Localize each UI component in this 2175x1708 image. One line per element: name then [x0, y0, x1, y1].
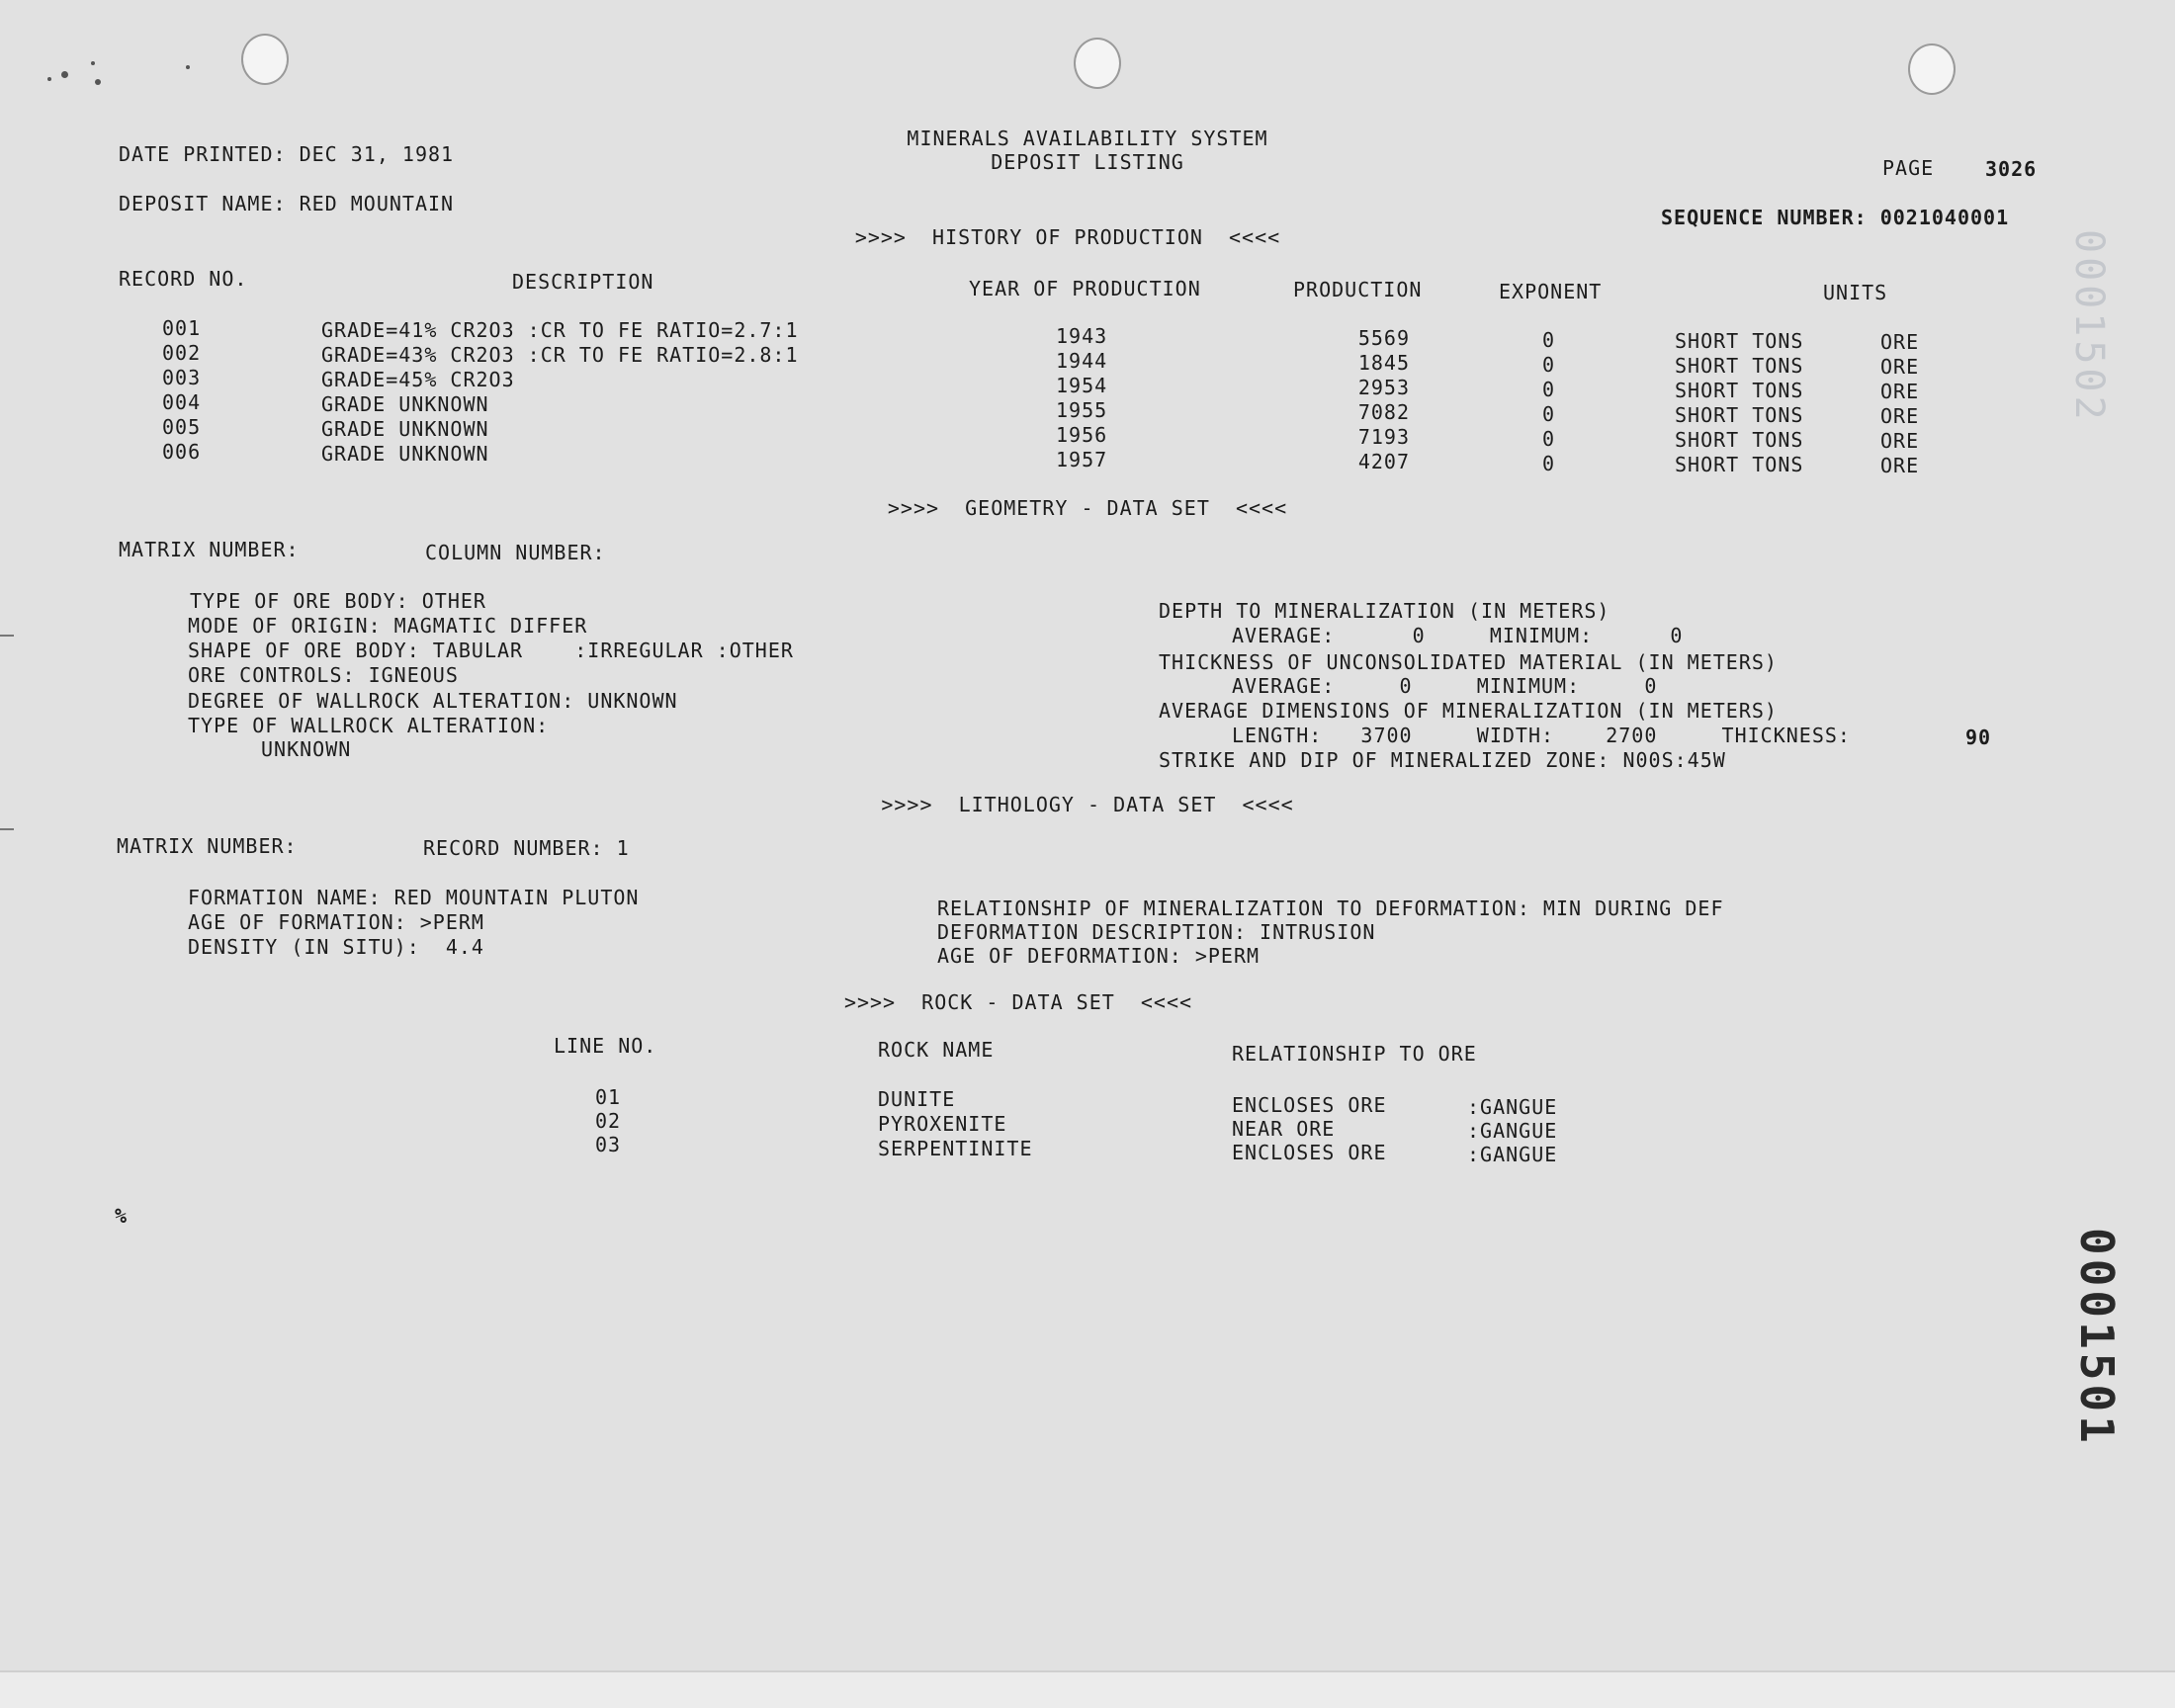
lithology-section-title: >>>> LITHOLOGY - DATA SET <<<<	[881, 793, 1294, 816]
production-unit: SHORT TONS	[1675, 403, 1804, 427]
type-of-ore-body: TYPE OF ORE BODY: OTHER	[190, 589, 486, 613]
history-section-title: >>>> HISTORY OF PRODUCTION <<<<	[854, 225, 1281, 249]
production-unit: SHORT TONS	[1675, 453, 1804, 476]
production-exponent: 0	[1542, 427, 1556, 451]
strike-and-dip: STRIKE AND DIP OF MINERALIZED ZONE: N00S:45W	[1159, 748, 1726, 772]
production-year: 1954	[1056, 374, 1108, 397]
shape-of-ore-body: SHAPE OF ORE BODY: TABULAR :IRREGULAR :OTHER	[188, 639, 794, 662]
col-units: UNITS	[1823, 281, 1888, 304]
frame-number-stamp: 0001501	[2070, 1228, 2124, 1447]
page-number: 3026	[1985, 157, 2038, 181]
ink-speck	[47, 77, 51, 81]
rock-relationship: NEAR ORE	[1232, 1117, 1336, 1141]
rock-name: SERPENTINITE	[878, 1137, 1033, 1160]
dimensions-values: LENGTH: 3700 WIDTH: 2700 THICKNESS:	[1232, 724, 1851, 747]
depth-values: AVERAGE: 0 MINIMUM: 0	[1232, 624, 1684, 647]
formation-name: FORMATION NAME: RED MOUNTAIN PLUTON	[188, 886, 640, 909]
production-year: 1957	[1056, 448, 1108, 471]
rock-name: DUNITE	[878, 1087, 956, 1111]
average-dimensions: AVERAGE DIMENSIONS OF MINERALIZATION (IN METERS)	[1159, 699, 1778, 723]
production-unit: SHORT TONS	[1675, 428, 1804, 452]
deformation-description: DEFORMATION DESCRIPTION: INTRUSION	[937, 920, 1376, 944]
production-year: 1955	[1056, 398, 1108, 422]
record-description: GRADE=45% CR2O3	[321, 368, 515, 391]
listing-title: DEPOSIT LISTING	[991, 150, 1184, 174]
rock-section-title: >>>> ROCK - DATA SET <<<<	[843, 990, 1193, 1014]
col-exponent: EXPONENT	[1499, 280, 1603, 303]
production-unit: SHORT TONS	[1675, 379, 1804, 402]
wallrock-alteration-value: UNKNOWN	[261, 737, 352, 761]
production-commodity: ORE	[1880, 404, 1920, 428]
sequence-number: SEQUENCE NUMBER: 0021040001	[1661, 206, 2010, 229]
density-in-situ: DENSITY (IN SITU): 4.4	[188, 935, 484, 959]
production-amount: 5569	[1357, 326, 1410, 350]
production-exponent: 0	[1542, 353, 1556, 377]
production-commodity: ORE	[1880, 454, 1920, 477]
age-of-deformation: AGE OF DEFORMATION: >PERM	[937, 944, 1261, 968]
faint-frame-stamp: 0001502	[2066, 229, 2112, 424]
rock-line-no: 03	[595, 1133, 622, 1156]
production-year: 1956	[1056, 423, 1108, 447]
record-description: GRADE UNKNOWN	[321, 417, 489, 441]
col-line-no: LINE NO.	[554, 1034, 657, 1058]
ore-controls: ORE CONTROLS: IGNEOUS	[188, 663, 459, 687]
production-exponent: 0	[1542, 452, 1556, 475]
deposit-name: DEPOSIT NAME: RED MOUNTAIN	[119, 192, 455, 215]
system-title: MINERALS AVAILABILITY SYSTEM	[907, 127, 1268, 150]
lithology-record-number: RECORD NUMBER: 1	[423, 836, 630, 860]
percent-mark: %	[115, 1204, 129, 1228]
thickness-unconsolidated: THICKNESS OF UNCONSOLIDATED MATERIAL (IN METERS)	[1159, 650, 1778, 674]
ink-speck	[61, 71, 68, 78]
production-exponent: 0	[1542, 328, 1556, 352]
edge-mark	[0, 828, 14, 830]
production-exponent: 0	[1542, 402, 1556, 426]
production-commodity: ORE	[1880, 330, 1920, 354]
mode-of-origin: MODE OF ORIGIN: MAGMATIC DIFFER	[188, 614, 588, 638]
punch-hole-center	[1074, 38, 1121, 89]
rock-role: :GANGUE	[1467, 1095, 1558, 1119]
col-description: DESCRIPTION	[512, 270, 654, 294]
punch-hole-right	[1908, 43, 1956, 95]
record-no: 005	[162, 415, 202, 439]
ink-speck	[95, 79, 101, 85]
production-commodity: ORE	[1880, 355, 1920, 379]
rock-role: :GANGUE	[1467, 1143, 1558, 1166]
production-amount: 7082	[1357, 400, 1410, 424]
rock-relationship: ENCLOSES ORE	[1232, 1093, 1387, 1117]
date-printed: DATE PRINTED: DEC 31, 1981	[119, 142, 455, 166]
rock-name: PYROXENITE	[878, 1112, 1007, 1136]
production-year: 1943	[1056, 324, 1108, 348]
thickness-values: AVERAGE: 0 MINIMUM: 0	[1232, 674, 1658, 698]
production-amount: 2953	[1357, 376, 1410, 399]
age-of-formation: AGE OF FORMATION: >PERM	[188, 910, 484, 934]
col-record-no: RECORD NO.	[119, 267, 248, 291]
col-production: PRODUCTION	[1293, 278, 1423, 301]
rock-line-no: 01	[595, 1085, 622, 1109]
record-no: 001	[162, 316, 202, 340]
record-description: GRADE UNKNOWN	[321, 442, 489, 466]
geometry-section-title: >>>> GEOMETRY - DATA SET <<<<	[887, 496, 1288, 520]
ink-speck	[91, 61, 95, 65]
record-description: GRADE=41% CR2O3 :CR TO FE RATIO=2.7:1	[321, 318, 799, 342]
production-amount: 1845	[1357, 351, 1410, 375]
production-exponent: 0	[1542, 378, 1556, 401]
production-amount: 7193	[1357, 425, 1410, 449]
record-description: GRADE=43% CR2O3 :CR TO FE RATIO=2.8:1	[321, 343, 799, 367]
depth-to-mineralization: DEPTH TO MINERALIZATION (IN METERS)	[1159, 599, 1610, 623]
geometry-matrix-number: MATRIX NUMBER:	[119, 538, 300, 561]
dimensions-thickness-value: 90	[1965, 726, 1992, 749]
relationship-to-deformation: RELATIONSHIP OF MINERALIZATION TO DEFORMATION: MIN DURING DEF	[937, 897, 1724, 920]
record-no: 004	[162, 390, 202, 414]
production-unit: SHORT TONS	[1675, 354, 1804, 378]
type-of-wallrock-alteration: TYPE OF WALLROCK ALTERATION:	[188, 714, 550, 737]
rock-relationship: ENCLOSES ORE	[1232, 1141, 1387, 1164]
lithology-matrix-number: MATRIX NUMBER:	[117, 834, 298, 858]
degree-of-wallrock-alteration: DEGREE OF WALLROCK ALTERATION: UNKNOWN	[188, 689, 678, 713]
rock-line-no: 02	[595, 1109, 622, 1133]
production-commodity: ORE	[1880, 429, 1920, 453]
ink-speck	[186, 65, 190, 69]
edge-mark	[0, 635, 14, 637]
record-description: GRADE UNKNOWN	[321, 392, 489, 416]
col-relationship-to-ore: RELATIONSHIP TO ORE	[1232, 1042, 1477, 1066]
geometry-column-number: COLUMN NUMBER:	[425, 541, 606, 564]
production-commodity: ORE	[1880, 380, 1920, 403]
production-unit: SHORT TONS	[1675, 329, 1804, 353]
punch-hole-left	[241, 34, 289, 85]
production-year: 1944	[1056, 349, 1108, 373]
record-no: 003	[162, 366, 202, 389]
record-no: 006	[162, 440, 202, 464]
page-label: PAGE	[1882, 156, 1935, 180]
col-year-of-production: YEAR OF PRODUCTION	[969, 277, 1201, 300]
record-no: 002	[162, 341, 202, 365]
rock-role: :GANGUE	[1467, 1119, 1558, 1143]
production-amount: 4207	[1357, 450, 1410, 473]
col-rock-name: ROCK NAME	[878, 1038, 995, 1062]
